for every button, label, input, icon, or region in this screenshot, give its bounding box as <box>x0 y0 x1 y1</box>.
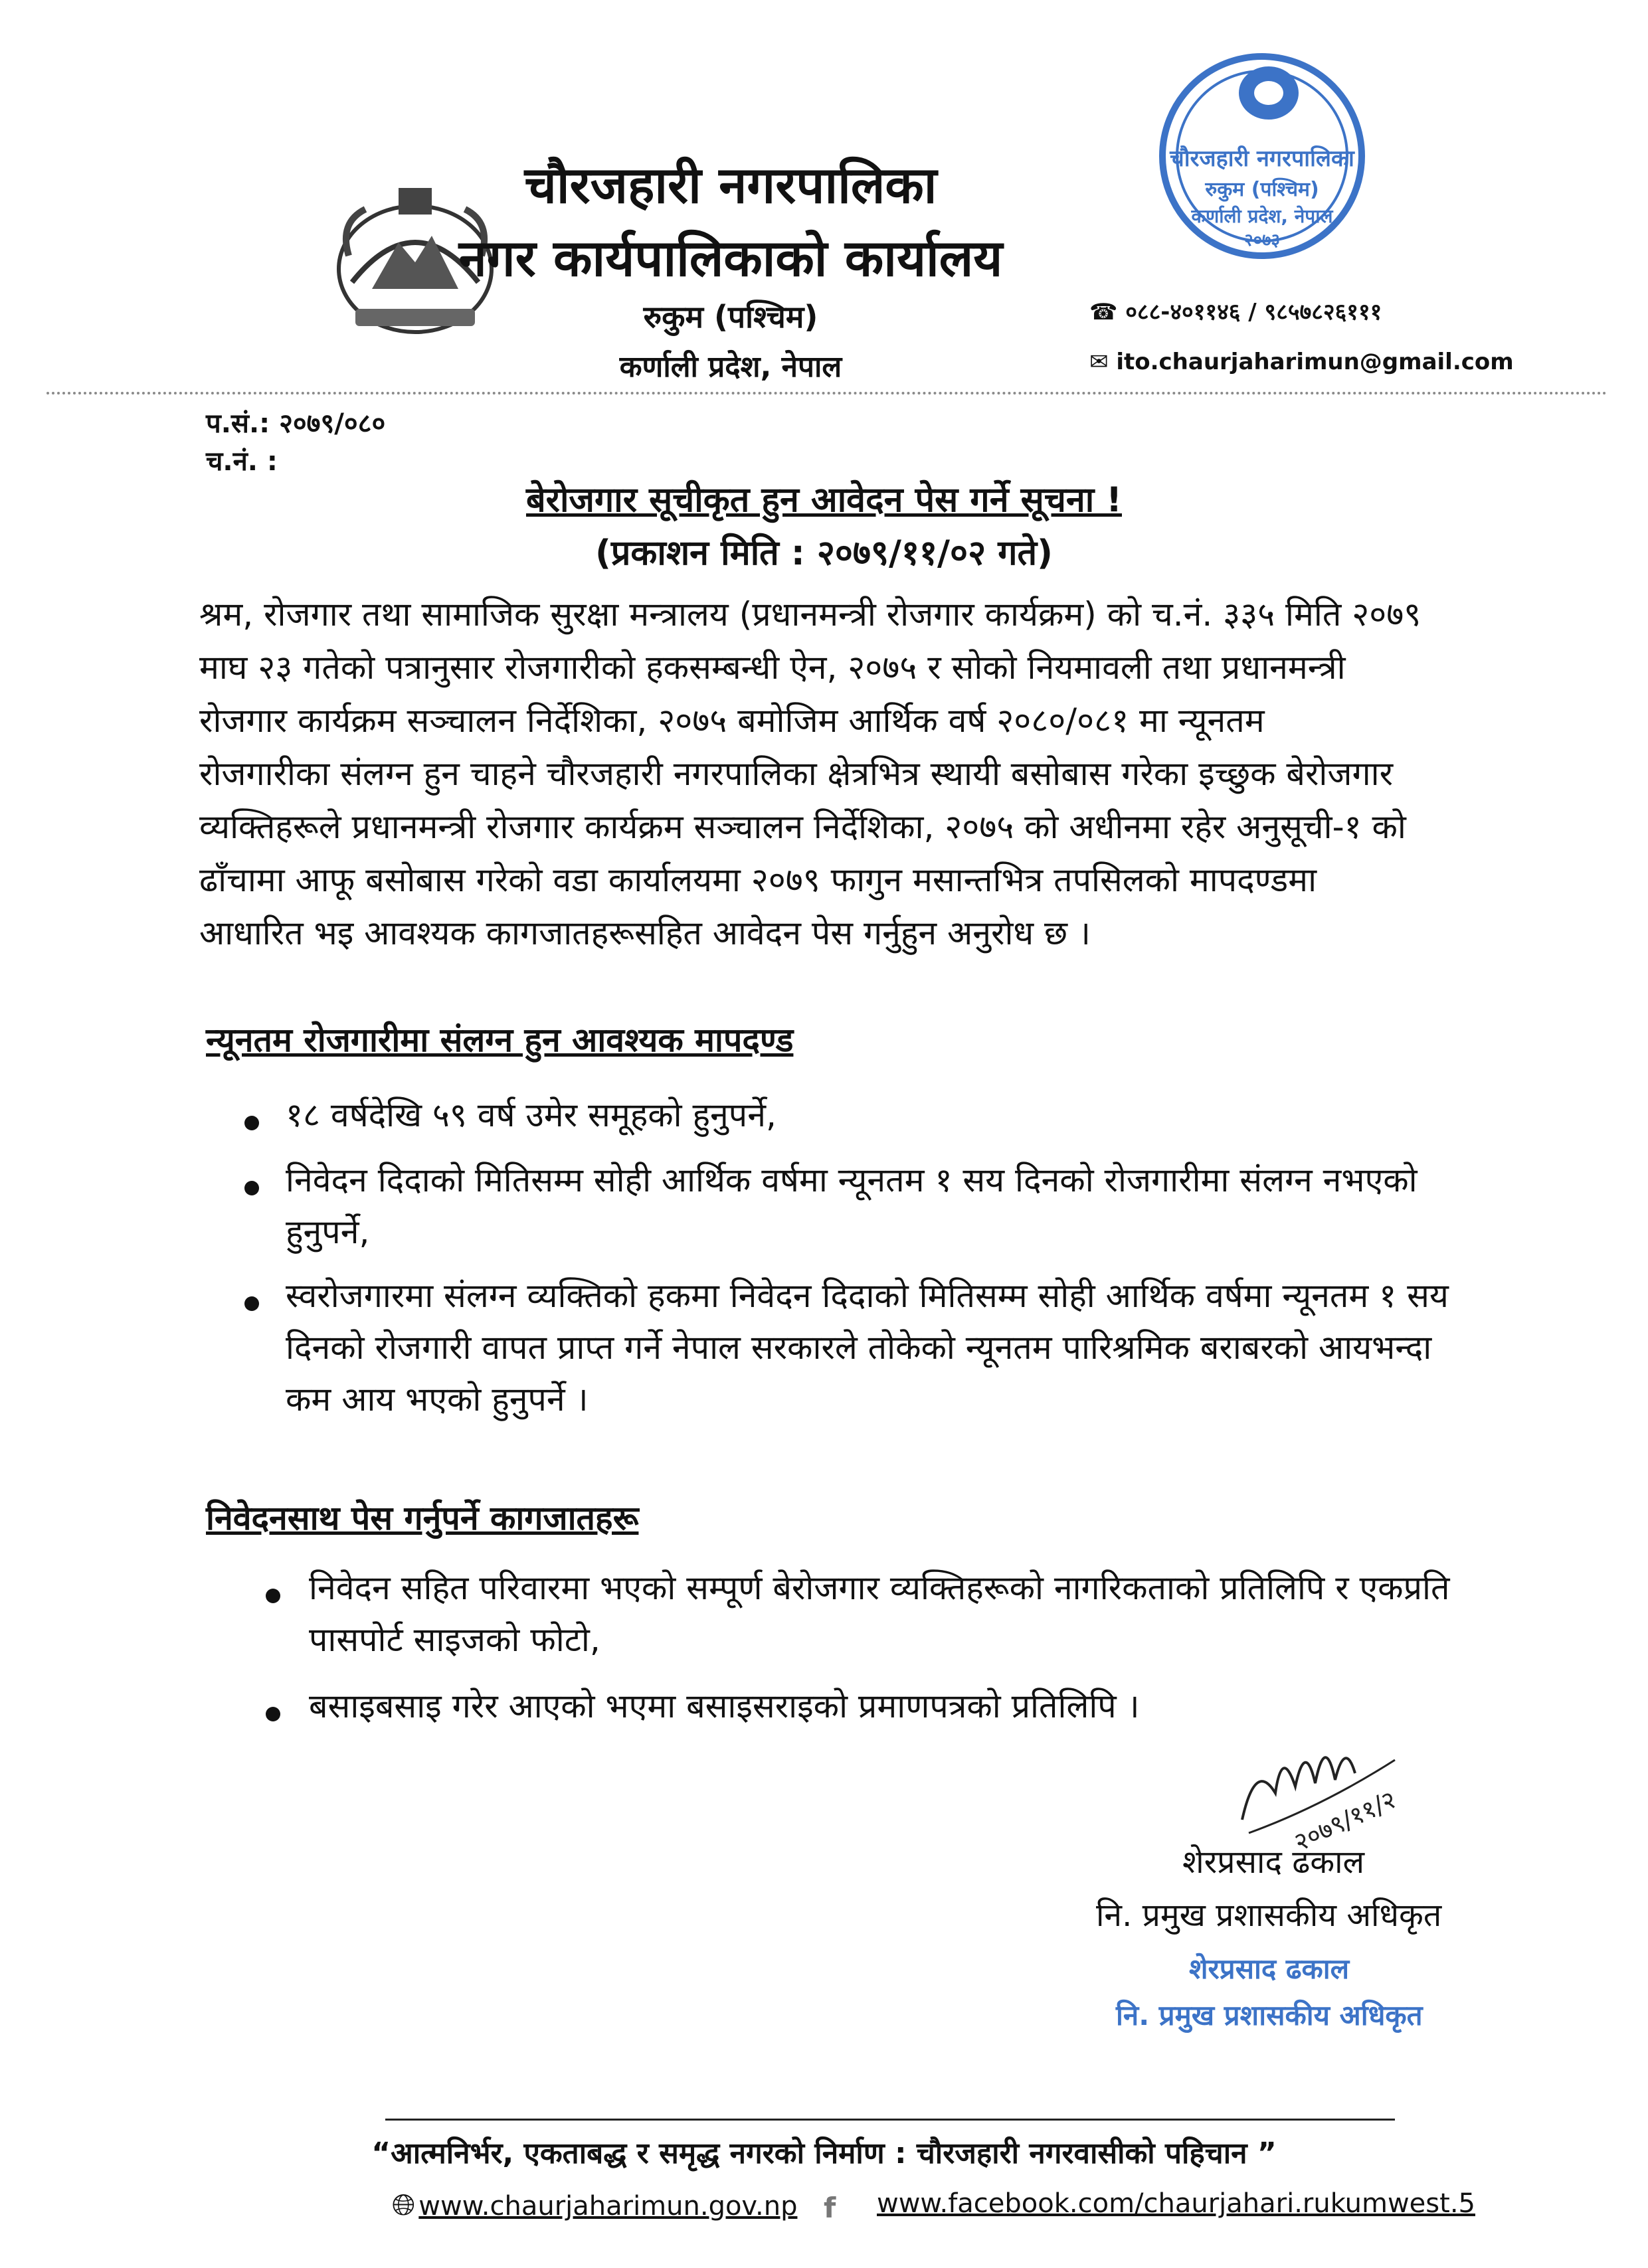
district: रुकुम (पश्चिम) <box>643 299 818 335</box>
facebook-row <box>877 2188 1475 2219</box>
mail-icon: ✉ <box>1089 349 1109 375</box>
criteria-line: हुनुपर्ने, <box>286 1213 370 1251</box>
criteria-line: कम आय भएको हुनुपर्ने । <box>286 1380 589 1419</box>
criteria-line: स्वरोजगारमा संलग्न व्यक्तिको हकमा निवेदन दिदाको मितिसम्म सोही आर्थिक वर्षमा न्यूनतम १ सय <box>286 1276 1449 1315</box>
svg-text:२०७३: २०७३ <box>1243 230 1281 250</box>
body-line: आधारित भइ आवश्यक कागजातहरूसहित आवेदन पेस गर्नुहुन अनुरोध छ । <box>199 914 1091 952</box>
handwritten-signature <box>1229 1720 1428 1853</box>
website-link[interactable]: www.chaurjaharimun.gov.np <box>418 2191 798 2222</box>
notice-title: बेरोजगार सूचीकृत हुन आवेदन पेस गर्ने सूचना ! <box>525 480 1122 520</box>
phone-row <box>1089 296 1382 326</box>
office-name: चौरजहारी नगरपालिका <box>524 155 937 215</box>
website-row <box>392 2188 797 2222</box>
document-line: पासपोर्ट साइजको फोटो, <box>309 1620 600 1659</box>
svg-text:रुकुम (पश्चिम): रुकुम (पश्चिम) <box>1205 178 1319 201</box>
globe-icon: 🌐︎ <box>392 2188 416 2222</box>
dispatch-number: च.नं. : <box>206 446 278 477</box>
notice-body <box>199 588 1461 960</box>
phone-number: ०८८-४०११४६ / ९८५७८२६१११ <box>1125 299 1382 325</box>
bullet-icon <box>266 1589 280 1603</box>
bullet-icon <box>266 1707 280 1721</box>
svg-text:कर्णाली प्रदेश, नेपाल: कर्णाली प्रदेश, नेपाल <box>1191 205 1333 227</box>
facebook-link[interactable]: www.facebook.com/chaurjahari.rukumwest.5 <box>877 2188 1475 2219</box>
stamp-signatory-name: शेरप्रसाद ढकाल <box>1189 1953 1350 1985</box>
letter-number: प.सं.: २०७९/०८० <box>206 408 386 439</box>
stamp-signatory-designation: नि. प्रमुख प्रशासकीय अधिकृत <box>1116 1999 1423 2032</box>
signatory-designation: नि. प्रमुख प्रशासकीय अधिकृत <box>1096 1897 1442 1934</box>
footer-divider <box>385 2119 1395 2121</box>
body-line: रोजगारीका संलग्न हुन चाहने चौरजहारी नगरपालिका क्षेत्रभित्र स्थायी बसोबास गरेका इच्छुक बेरोजगार <box>199 754 1394 793</box>
phone-icon: ☎ <box>1089 299 1118 325</box>
criteria-item <box>286 1089 1481 1141</box>
body-line: ढाँचामा आफू बसोबास गरेको वडा कार्यालयमा २०७९ फागुन मसान्तभित्र तपसिलको मापदण्डमा <box>199 861 1317 899</box>
signatory-name: शेरप्रसाद ढकाल <box>1182 1844 1365 1881</box>
facebook-icon: f <box>824 2192 836 2224</box>
criteria-line: दिनको रोजगारी वापत प्राप्त गर्ने नेपाल सरकारले तोकेको न्यूनतम पारिश्रमिक बराबरको आयभन्दा <box>286 1328 1432 1367</box>
email-row <box>1089 349 1514 375</box>
criteria-item <box>286 1154 1481 1258</box>
body-line: श्रम, रोजगार तथा सामाजिक सुरक्षा मन्त्रालय (प्रधानमन्त्री रोजगार कार्यक्रम) को च.नं. ३३५ मिति २०७९ <box>199 595 1421 634</box>
header-divider <box>46 392 1607 394</box>
document-item <box>309 1562 1491 1666</box>
email-address[interactable]: ito.chaurjaharimun@gmail.com <box>1116 349 1514 375</box>
criteria-item <box>286 1270 1481 1425</box>
footer-motto: “आत्मनिर्भर, एकताबद्ध र समृद्ध नगरको निर्माण : चौरजहारी नगरवासीको पहिचान ” <box>371 2137 1277 2170</box>
province: कर्णाली प्रदेश, नेपाल <box>619 350 842 384</box>
criteria-line: निवेदन दिदाको मितिसम्म सोही आर्थिक वर्षमा न्यूनतम १ सय दिनको रोजगारीमा संलग्न नभएको <box>286 1161 1418 1199</box>
svg-text:२०७९/११/२: २०७९/११/२ <box>1289 1785 1401 1853</box>
document-line: बसाइबसाइ गरेर आएको भएमा बसाइसराइको प्रमाणपत्रको प्रतिलिपि । <box>309 1687 1140 1725</box>
svg-text:चौरजहारी नगरपालिका: चौरजहारी नगरपालिका <box>1170 145 1354 172</box>
body-line: माघ २३ गतेको पत्रानुसार रोजगारीको हकसम्बन्धी ऐन, २०७५ र सोको नियमावली तथा प्रधानमन्त्री <box>199 648 1346 687</box>
office-stamp <box>1129 40 1395 292</box>
body-line: व्यक्तिहरूले प्रधानमन्त्री रोजगार कार्यक्रम सञ्चालन निर्देशिका, २०७५ को अधीनमा रहेर अनुसूची-१ को <box>199 808 1406 846</box>
office-subtitle: नगर कार्यपालिकाको कार्यालय <box>458 228 1003 288</box>
documents-heading: निवेदनसाथ पेस गर्नुपर्ने कागजातहरू <box>206 1499 639 1537</box>
criteria-line: १८ वर्षदेखि ५९ वर्ष उमेर समूहको हुनुपर्ने, <box>286 1096 777 1134</box>
bullet-icon <box>244 1116 259 1130</box>
body-line: रोजगार कार्यक्रम सञ्चालन निर्देशिका, २०७५ बमोजिम आर्थिक वर्ष २०८०/०८१ मा न्यूनतम <box>199 701 1265 740</box>
bullet-icon <box>244 1181 259 1195</box>
criteria-heading: न्यूनतम रोजगारीमा संलग्न हुन आवश्यक मापदण्ड <box>206 1021 794 1059</box>
publish-date: (प्रकाशन मिति : २०७९/११/०२ गते) <box>595 533 1053 573</box>
bullet-icon <box>244 1296 259 1311</box>
document-line: निवेदन सहित परिवारमा भएको सम्पूर्ण बेरोजगार व्यक्तिहरूको नागरिकताको प्रतिलिपि र एकप्रति <box>309 1569 1450 1607</box>
